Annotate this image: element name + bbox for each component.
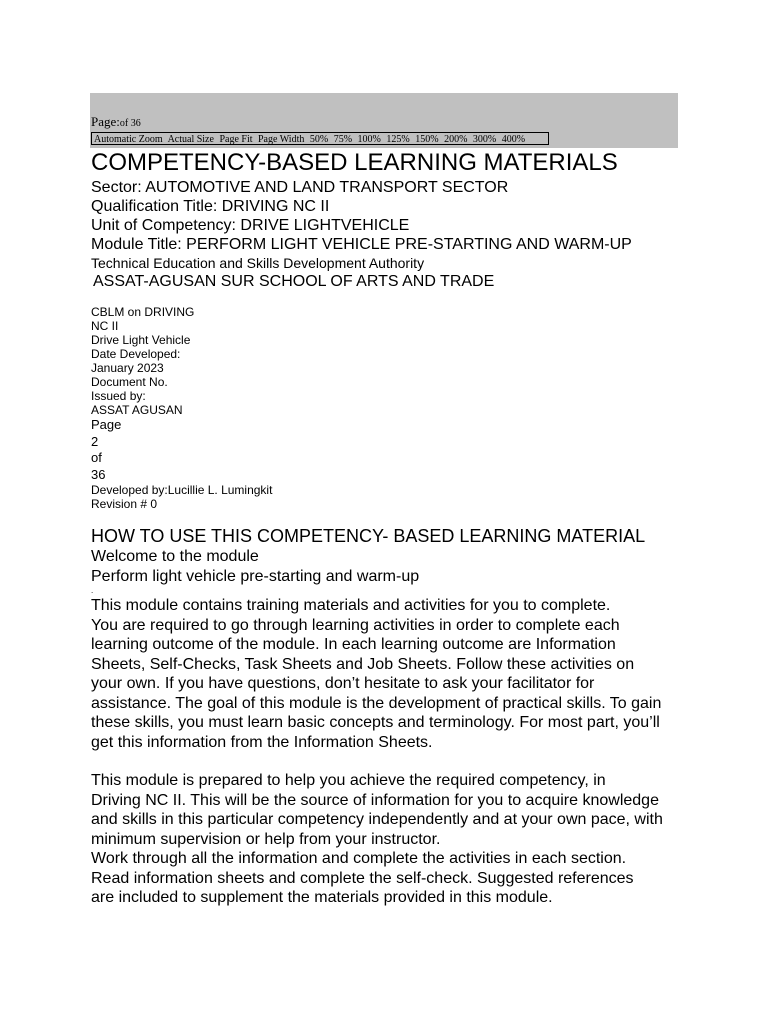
unit-line: Unit of Competency: DRIVE LIGHTVEHICLE xyxy=(91,217,410,234)
header-line: January 2023 xyxy=(91,361,164,375)
section-title: HOW TO USE THIS COMPETENCY- BASED LEARNING MATERIAL xyxy=(91,526,646,546)
zoom-option[interactable]: 400% xyxy=(501,134,526,145)
zoom-option[interactable]: Actual Size xyxy=(167,134,214,145)
paragraph-line: You are required to go through learning activities in order to complete each xyxy=(91,616,620,634)
authority-line: Technical Education and Skills Development Authority xyxy=(91,255,425,271)
paragraph-line: This module contains training materials and activities for you to complete. xyxy=(91,597,611,614)
header-line: CBLM on DRIVING xyxy=(91,305,195,319)
paragraph-line: learning outcome of the module. In each learning outcome are Information xyxy=(91,636,616,653)
zoom-option[interactable]: 50% xyxy=(309,134,329,145)
paragraph-line: This module is prepared to help you achieve the required competency, in xyxy=(91,772,606,789)
paragraph-line: are included to supplement the materials provided in this module. xyxy=(91,889,553,906)
header-line: NC II xyxy=(91,319,119,333)
header-line: Drive Light Vehicle xyxy=(91,333,191,347)
zoom-select[interactable] xyxy=(91,132,549,145)
footer-line: Developed by:Lucillie L. Lumingkit xyxy=(91,483,273,497)
welcome-line: Welcome to the module xyxy=(91,548,259,565)
paragraph-line: assistance. The goal of this module is the development of practical skills. To gain xyxy=(91,694,662,712)
document-title: COMPETENCY-BASED LEARNING MATERIALS xyxy=(91,149,618,176)
zoom-option[interactable]: 75% xyxy=(333,134,353,145)
paragraph-line: Driving NC II. This will be the source of information for you to acquire knowledge xyxy=(91,791,659,809)
page-line: 36 xyxy=(91,466,106,482)
document-body xyxy=(91,148,691,908)
footer-line: Revision # 0 xyxy=(91,497,158,511)
page-line: 2 xyxy=(91,433,99,449)
header-line: Date Developed: xyxy=(91,347,181,361)
zoom-option[interactable]: Automatic Zoom xyxy=(94,134,163,145)
paragraph-1 xyxy=(91,596,691,752)
zoom-option[interactable]: Page Fit xyxy=(219,134,253,145)
paragraph-line: these skills, you must learn basic concepts and terminology. For most part, you’ll xyxy=(91,714,660,731)
paragraph-line: and skills in this particular competency independently and at your own pace, with xyxy=(91,811,663,828)
page-line: of xyxy=(91,450,102,465)
page-navigation xyxy=(91,115,141,131)
zoom-option[interactable]: 300% xyxy=(472,134,497,145)
module-name-line: Perform light vehicle pre-starting and warm-up xyxy=(91,567,420,585)
school-line: ASSAT-AGUSAN SUR SCHOOL OF ARTS AND TRADE xyxy=(93,273,495,290)
paragraph-line: Sheets, Self-Checks, Task Sheets and Job Sheets. Follow these activities on xyxy=(91,655,635,673)
zoom-option[interactable]: 200% xyxy=(444,134,468,145)
paragraph-line: your own. If you have questions, don’t hesitate to ask your facilitator for xyxy=(91,675,595,692)
zoom-option[interactable]: 100% xyxy=(357,134,381,145)
zoom-option[interactable]: 125% xyxy=(386,134,410,145)
paragraph-2 xyxy=(91,771,691,908)
module-line: Module Title: PERFORM LIGHT VEHICLE PRE-STARTING AND WARM-UP xyxy=(91,236,632,253)
sector-line: Sector: AUTOMOTIVE AND LAND TRANSPORT SECTOR xyxy=(91,179,509,196)
dot-line: . xyxy=(91,586,94,595)
paragraph-line: Read information sheets and complete the self-check. Suggested references xyxy=(91,869,634,887)
page-line: Page xyxy=(91,417,122,432)
viewer-toolbar xyxy=(90,93,678,148)
zoom-option[interactable]: 150% xyxy=(415,134,439,145)
zoom-option[interactable]: Page Width xyxy=(258,134,305,145)
header-line: Issued by: xyxy=(91,389,146,403)
paragraph-line: get this information from the Information Sheets. xyxy=(91,733,433,751)
paragraph-line: minimum supervision or help from your instructor. xyxy=(91,830,441,848)
page-count: of 36 xyxy=(119,118,141,129)
page-label: Page: xyxy=(91,114,120,129)
paragraph-line: Work through all the information and complete the activities in each section. xyxy=(91,850,627,867)
header-line: Document No. xyxy=(91,375,168,389)
header-line: ASSAT AGUSAN xyxy=(91,403,183,417)
qualification-line: Qualification Title: DRIVING NC II xyxy=(91,198,330,215)
